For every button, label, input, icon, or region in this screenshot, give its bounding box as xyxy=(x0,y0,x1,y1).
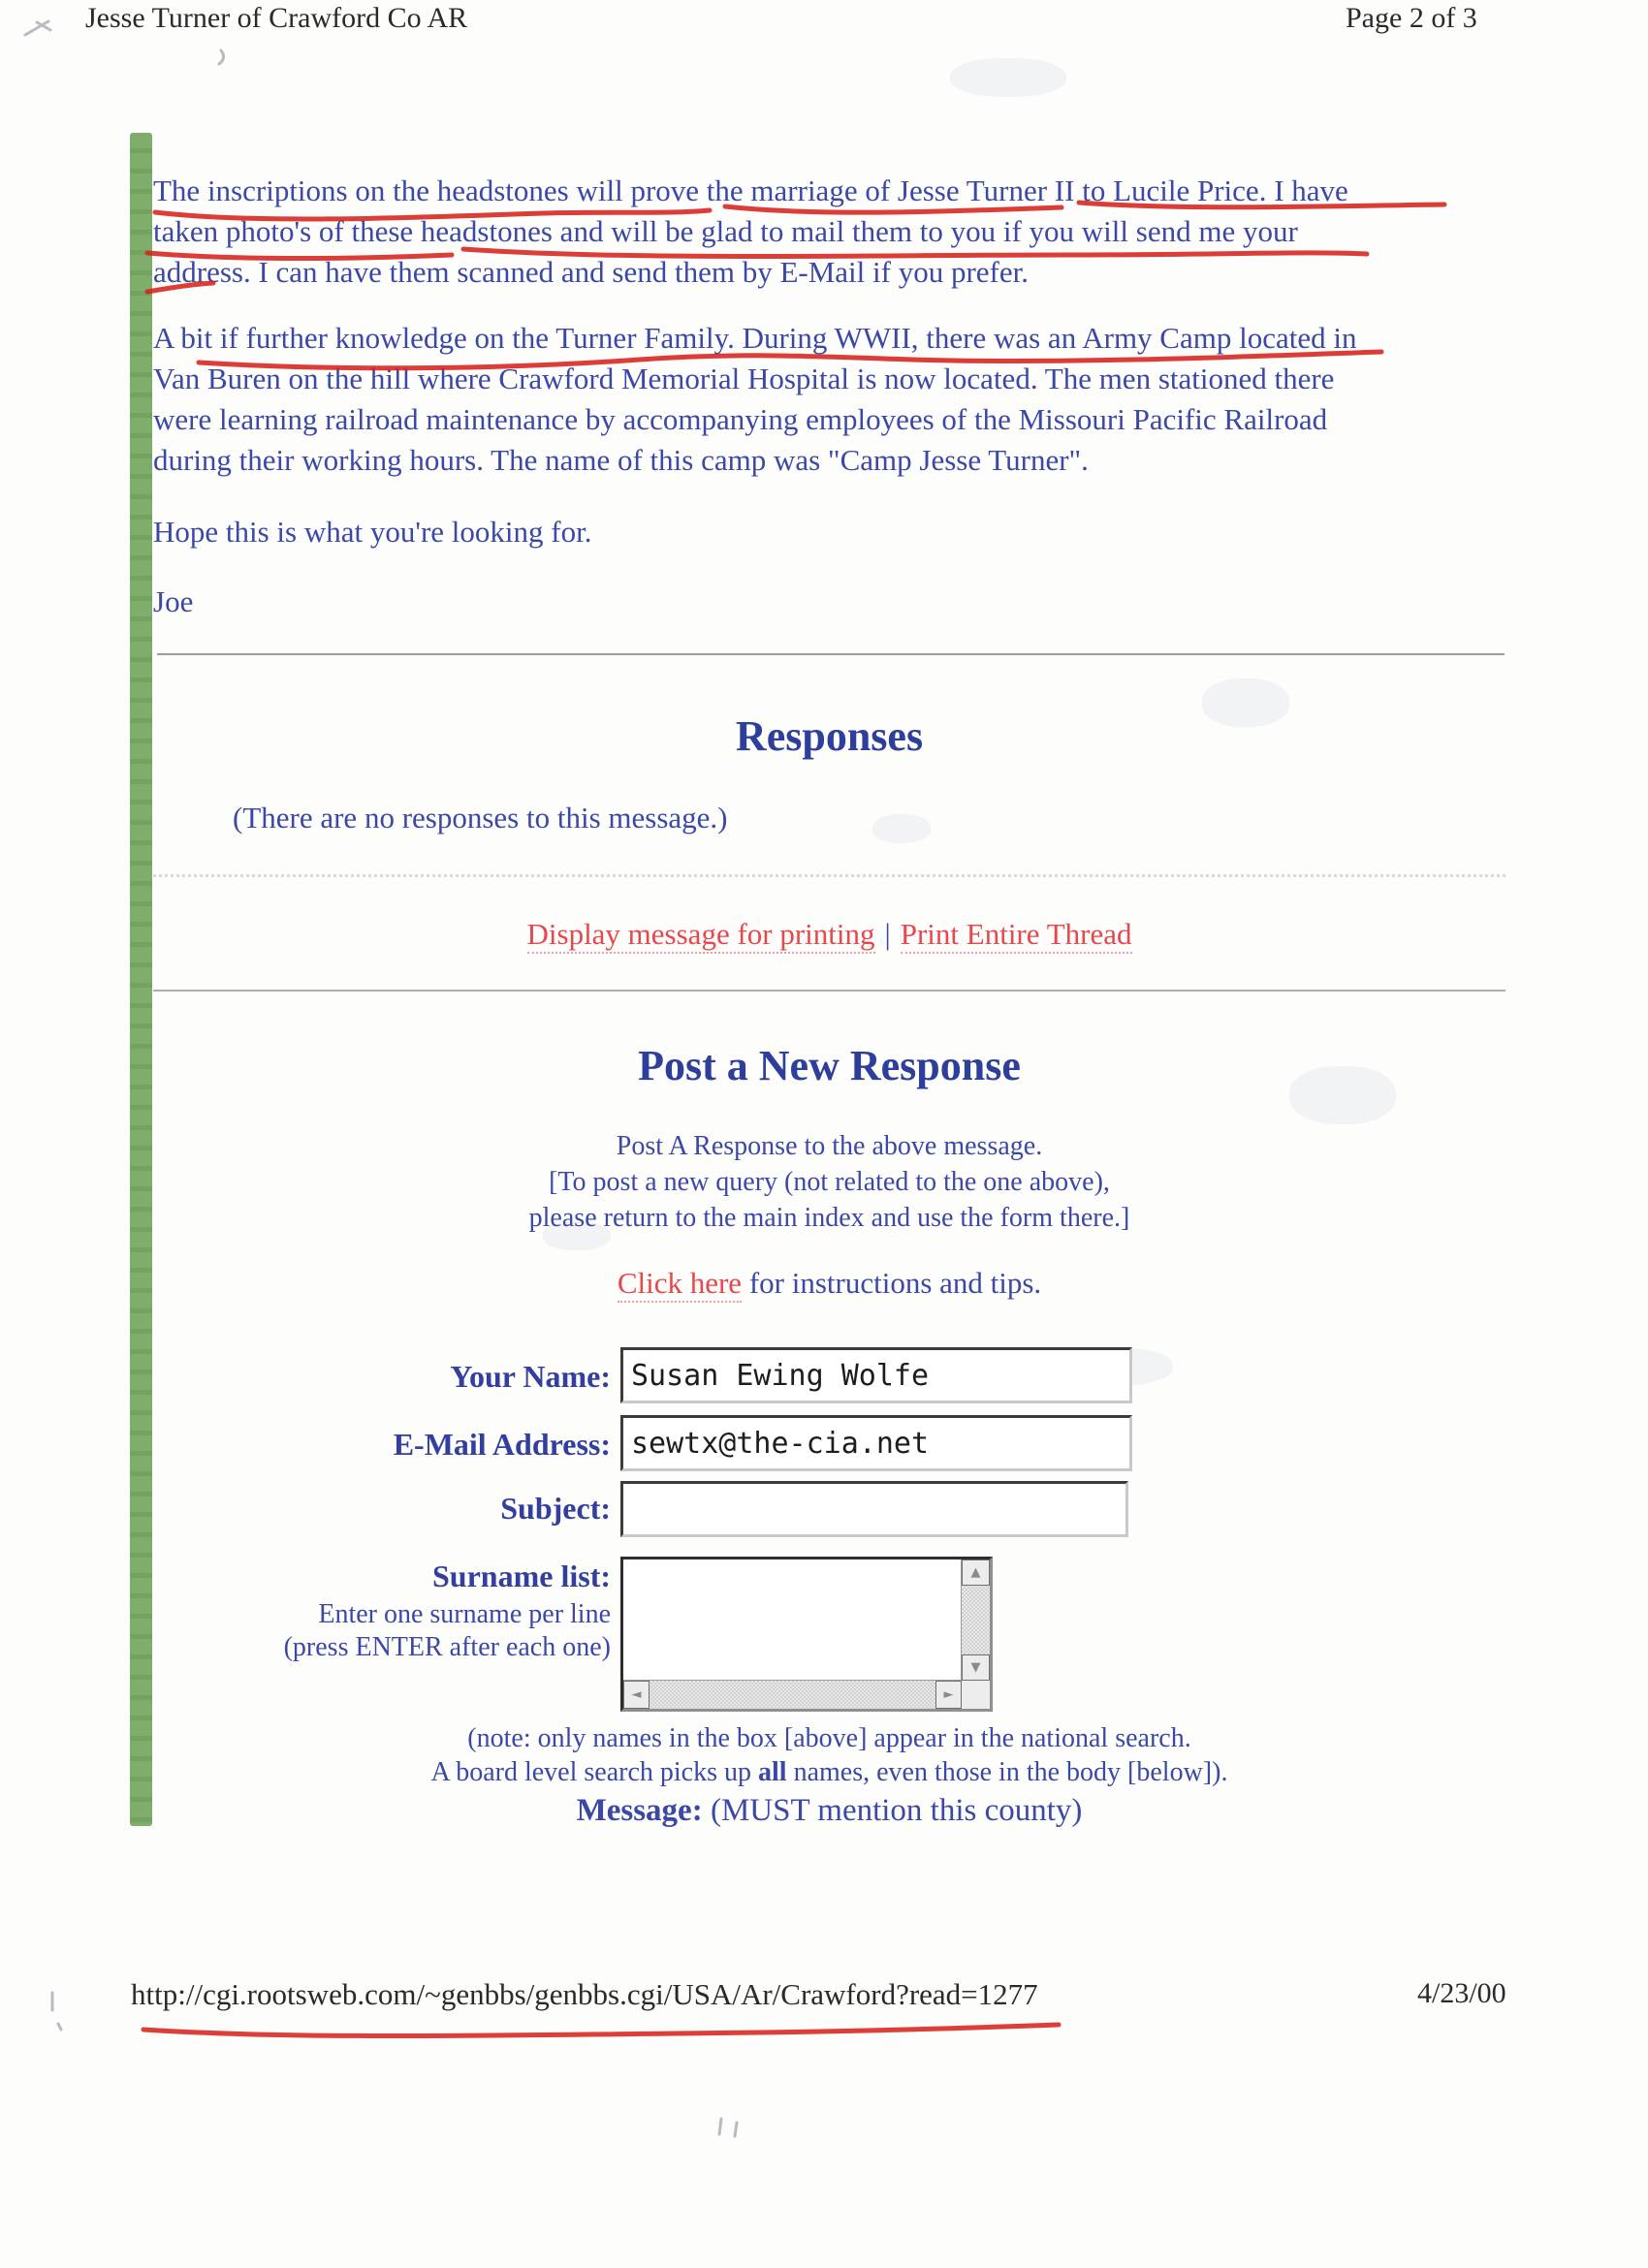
post-response-heading: Post a New Response xyxy=(638,1042,1021,1089)
message-signature: Joe xyxy=(153,584,194,618)
vertical-scrollbar[interactable] xyxy=(961,1559,990,1681)
message-closing: Hope this is what you're looking for. xyxy=(153,515,592,549)
paragraph-line: during their working hours. The name of this camp was "Camp Jesse Turner". xyxy=(153,443,1089,477)
intro-line: please return to the main index and use the form there.] xyxy=(528,1203,1130,1233)
instructions-text: for instructions and tips. xyxy=(742,1266,1042,1300)
subject-input[interactable] xyxy=(620,1481,1128,1537)
note-text: names, even those in the body [below]). xyxy=(786,1757,1228,1787)
email-address-input[interactable] xyxy=(620,1415,1132,1471)
paragraph-line: Van Buren on the hill where Crawford Memorial Hospital is now located. The men stationed there xyxy=(153,362,1335,395)
post-response-intro xyxy=(153,1128,1505,1236)
message-field-label-row xyxy=(153,1793,1505,1829)
national-search-note: (note: only names in the box [above] appear in the national search. xyxy=(467,1723,1191,1753)
note-text-bold: all xyxy=(758,1757,787,1787)
paragraph-line: were learning railroad maintenance by accompanying employees of the Missouri Pacific Railroad xyxy=(153,402,1328,436)
print-entire-thread-link[interactable]: Print Entire Thread xyxy=(901,917,1132,954)
message-paragraph-1 xyxy=(153,171,1348,293)
horizontal-rule xyxy=(157,653,1505,655)
intro-line: [To post a new query (not related to the one above), xyxy=(549,1167,1110,1197)
scroll-down-icon[interactable]: ▼ xyxy=(962,1654,990,1681)
note-text: A board level search picks up xyxy=(430,1757,758,1787)
horizontal-rule xyxy=(153,990,1505,992)
surname-help-line: (press ENTER after each one) xyxy=(283,1632,611,1662)
scan-noise xyxy=(872,814,931,843)
display-message-for-printing-link[interactable]: Display message for printing xyxy=(527,917,875,954)
green-scan-bar xyxy=(130,133,152,1826)
scrollbar-corner xyxy=(962,1681,990,1709)
footer-url: http://cgi.rootsweb.com/~genbbs/genbbs.cgi/USA/Ar/Crawford?read=1277 xyxy=(131,1977,1038,2011)
no-responses-note: (There are no responses to this message.) xyxy=(233,801,728,835)
dashed-rule xyxy=(153,874,1505,877)
instructions-row xyxy=(153,1266,1505,1301)
your-name-input[interactable] xyxy=(620,1347,1132,1403)
surname-help-line: Enter one surname per line xyxy=(318,1599,611,1629)
paragraph-line: taken photo's of these headstones and will be glad to mail them to you if you will send me your xyxy=(153,214,1298,248)
responses-heading: Responses xyxy=(735,712,924,760)
link-separator: | xyxy=(884,917,891,951)
intro-line: Post A Response to the above message. xyxy=(616,1131,1043,1161)
board-search-note xyxy=(153,1757,1505,1788)
email-address-label: E-Mail Address: xyxy=(393,1427,611,1462)
scan-noise xyxy=(950,58,1066,97)
scroll-right-icon[interactable]: ► xyxy=(935,1681,962,1709)
message-paragraph-2 xyxy=(153,318,1356,481)
surname-list-textarea[interactable] xyxy=(620,1557,993,1712)
paragraph-line: A bit if further knowledge on the Turner Family. During WWII, there was an Army Camp located in xyxy=(153,321,1357,355)
page-number: Page 2 of 3 xyxy=(1346,2,1477,34)
surname-list-label: Surname list: xyxy=(432,1559,611,1593)
your-name-label: Your Name: xyxy=(450,1359,611,1394)
click-here-link[interactable]: Click here xyxy=(618,1266,742,1303)
footer-date: 4/23/00 xyxy=(1417,1977,1506,2009)
scroll-up-icon[interactable]: ▲ xyxy=(962,1559,990,1586)
page-title: Jesse Turner of Crawford Co AR xyxy=(85,2,468,34)
message-hint: (MUST mention this county) xyxy=(702,1793,1083,1828)
scroll-left-icon[interactable]: ◄ xyxy=(623,1681,650,1709)
paragraph-line: The inscriptions on the headstones will prove the marriage of Jesse Turner II to Lucile Price. I have xyxy=(153,173,1348,207)
message-label: Message: xyxy=(576,1793,703,1828)
subject-label: Subject: xyxy=(500,1491,611,1526)
horizontal-scrollbar[interactable] xyxy=(623,1680,962,1709)
print-links-row xyxy=(153,917,1505,952)
paragraph-line: address. I can have them scanned and send them by E-Mail if you prefer. xyxy=(153,255,1029,289)
